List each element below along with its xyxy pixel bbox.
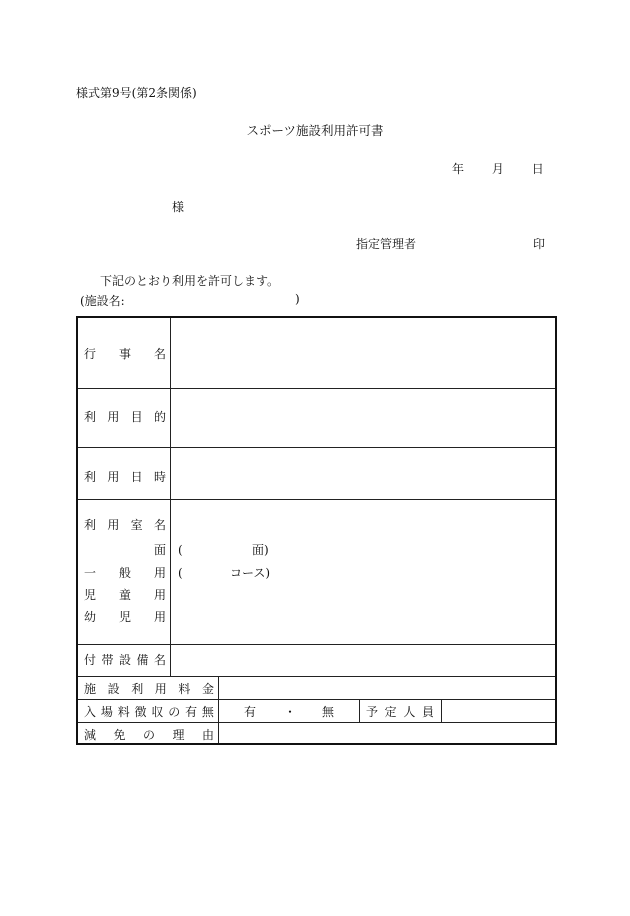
char: 名 [153, 518, 166, 532]
char: 時 [153, 470, 166, 484]
char: 料 [178, 682, 191, 696]
label-fee [84, 682, 214, 696]
date-year: 年 [452, 162, 465, 176]
row-divider [78, 499, 555, 500]
char: 日 [130, 470, 143, 484]
row-divider [78, 676, 555, 677]
char: 用 [107, 518, 120, 532]
label-general [84, 566, 166, 580]
char: 免 [113, 728, 126, 742]
char: 用 [153, 566, 166, 580]
char: 無 [201, 705, 214, 719]
char: の [142, 728, 155, 742]
char: 理 [172, 728, 185, 742]
label-expected-people [366, 705, 434, 719]
label-children [84, 588, 166, 602]
char: 用 [153, 588, 166, 602]
course-open-paren: ( [178, 566, 183, 580]
addressee-suffix: 様 [172, 200, 185, 214]
char: 料 [117, 705, 130, 719]
facility-name-label: (施設名: [80, 294, 125, 308]
label-room-name [84, 518, 166, 532]
char: 童 [118, 588, 131, 602]
char: 行 [84, 347, 97, 361]
char: の [168, 705, 181, 719]
admission-separator: ・ [284, 705, 297, 719]
row-divider [78, 388, 555, 389]
char: 的 [153, 410, 166, 424]
admission-yes: 有 [244, 705, 257, 719]
char: 定 [384, 705, 397, 719]
column-divider [218, 676, 219, 743]
char: 用 [107, 470, 120, 484]
char: 備 [136, 653, 149, 667]
char: 場 [100, 705, 113, 719]
char: 収 [151, 705, 164, 719]
permit-table [76, 316, 557, 745]
char: 帯 [101, 653, 114, 667]
column-divider [441, 699, 442, 722]
char: 人 [403, 705, 416, 719]
char: 有 [185, 705, 198, 719]
char: 名 [153, 347, 166, 361]
label-infant [84, 610, 166, 624]
char: 員 [421, 705, 434, 719]
row-divider [78, 722, 555, 723]
permission-statement: 下記のとおり利用を許可します。 [100, 274, 280, 288]
char: 用 [153, 610, 166, 624]
label-purpose [84, 410, 166, 424]
char: 徴 [134, 705, 147, 719]
column-divider [359, 699, 360, 722]
char: 由 [201, 728, 214, 742]
char: 室 [130, 518, 143, 532]
char: 目 [130, 410, 143, 424]
form-number: 様式第9号(第2条関係) [76, 86, 197, 100]
char: 事 [118, 347, 131, 361]
char: 利 [84, 470, 97, 484]
label-datetime [84, 470, 166, 484]
char: 用 [107, 410, 120, 424]
char: 幼 [84, 610, 97, 624]
column-divider [170, 318, 171, 676]
date-line [452, 160, 544, 177]
char: 用 [154, 682, 167, 696]
row-divider [78, 447, 555, 448]
label-admission [84, 705, 214, 719]
char: 利 [131, 682, 144, 696]
char: 利 [84, 518, 97, 532]
row-divider [78, 644, 555, 645]
admission-no: 無 [322, 705, 335, 719]
char: 入 [84, 705, 97, 719]
men-close: 面) [252, 543, 269, 557]
label-men: 面 [154, 543, 167, 557]
char: 般 [118, 566, 131, 580]
document-title: スポーツ施設利用許可書 [246, 123, 384, 138]
char: 一 [84, 566, 97, 580]
facility-name-close: ) [295, 292, 300, 306]
date-month: 月 [491, 162, 504, 176]
char: 予 [366, 705, 379, 719]
label-event-name [84, 347, 166, 361]
char: 名 [153, 653, 166, 667]
char: 金 [201, 682, 214, 696]
char: 減 [84, 728, 97, 742]
char: 児 [118, 610, 131, 624]
char: 利 [84, 410, 97, 424]
char: 付 [84, 653, 97, 667]
char: 施 [84, 682, 97, 696]
char: 設 [107, 682, 120, 696]
label-exemption-reason [84, 728, 214, 742]
char: 児 [84, 588, 97, 602]
seal-mark: 印 [533, 237, 546, 251]
course-close: コース) [230, 566, 271, 580]
label-equipment [84, 653, 166, 667]
manager-label: 指定管理者 [356, 237, 417, 251]
row-divider [78, 699, 555, 700]
date-day: 日 [531, 162, 544, 176]
char: 設 [118, 653, 131, 667]
men-open-paren: ( [178, 543, 183, 557]
